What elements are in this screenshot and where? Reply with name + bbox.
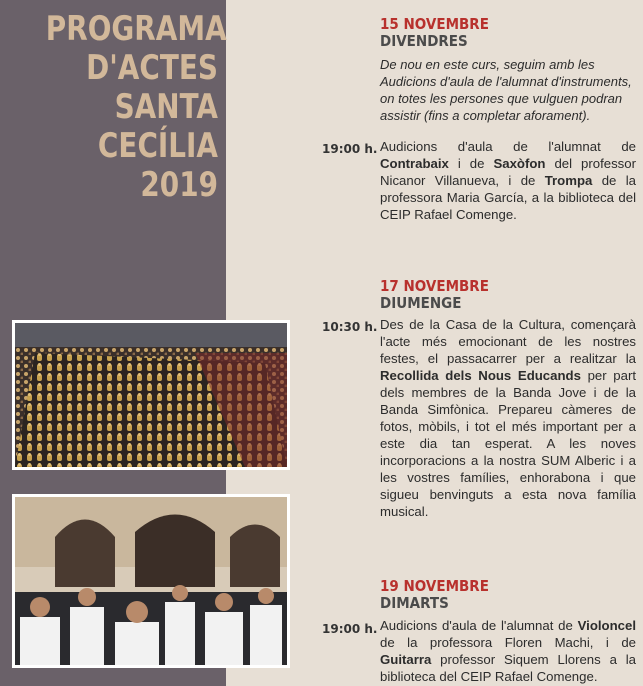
title-line: SANTA xyxy=(114,87,218,127)
text-run: per part dels membres de la Banda Jove i de la Banda Simfònica. Prepareu càmeres de fotos, mòbils, i tot el més important per a este dia tan esperat. A les noves incorporacions a la nostra SUM Alberic i a les vostres famílies, enhorabona i que sigueu benvinguts a esta nova família musical. xyxy=(380,368,636,519)
band-photo-illustration xyxy=(15,323,287,467)
highlighted-term: Contrabaix xyxy=(380,156,449,171)
street-photo-illustration xyxy=(15,497,287,665)
title-line: CECÍLIA xyxy=(97,126,218,166)
text-run: professor Siquem Llorens a la biblioteca del CEIP Rafael Comenge. xyxy=(380,652,636,684)
text-run: de la professora Maria García, a la biblioteca del CEIP Rafael Comenge. xyxy=(380,173,636,222)
event-day: DIVENDRES xyxy=(380,32,468,50)
highlighted-term: Recollida dels Nous Educands xyxy=(380,368,581,383)
event-date: 15 NOVEMBRE xyxy=(380,15,489,33)
text-run: de la professora Floren Machi, i de xyxy=(380,635,636,650)
event-description xyxy=(380,316,636,520)
event-time: 19:00 h. xyxy=(322,142,378,156)
event-day: DIUMENGE xyxy=(380,294,462,312)
event-description xyxy=(380,138,636,223)
text-run: i de xyxy=(448,156,494,171)
photo-new-members xyxy=(12,494,290,668)
event-section xyxy=(380,16,636,124)
highlighted-term: Violoncel xyxy=(577,618,636,633)
page-title xyxy=(45,9,227,205)
event-section xyxy=(380,578,636,612)
title-line: PROGRAMA xyxy=(45,9,227,49)
event-intro: De nou en este curs, seguim amb les Audicions d'aula de l'alumnat d'instruments, on totes les persones que vulguen podran assistir (fins a completar aforament). xyxy=(380,57,632,123)
title-line: 2019 xyxy=(140,165,218,205)
text-run: del professor Nicanor Villanueva, i de xyxy=(380,156,636,188)
highlighted-term: Trompa xyxy=(544,173,593,188)
text-run: Audicions d'aula de l'alumnat de xyxy=(380,618,578,633)
event-date: 17 NOVEMBRE xyxy=(380,277,489,295)
text-run: Des de la Casa de la Cultura, començarà l'acte més emocionant de les nostres festes, el passacarrer per a realitzar la xyxy=(380,317,636,366)
event-day: DIMARTS xyxy=(380,594,449,612)
title-line: D'ACTES xyxy=(86,48,218,88)
event-time: 10:30 h. xyxy=(322,320,378,334)
highlighted-term: Guitarra xyxy=(380,652,432,667)
event-description xyxy=(380,617,636,685)
event-time: 19:00 h. xyxy=(322,622,378,636)
event-section xyxy=(380,278,636,312)
photo-parade-band xyxy=(12,320,290,470)
text-run: Audicions d'aula de l'alumnat de xyxy=(380,139,636,154)
highlighted-term: Saxòfon xyxy=(493,156,546,171)
event-date: 19 NOVEMBRE xyxy=(380,577,489,595)
